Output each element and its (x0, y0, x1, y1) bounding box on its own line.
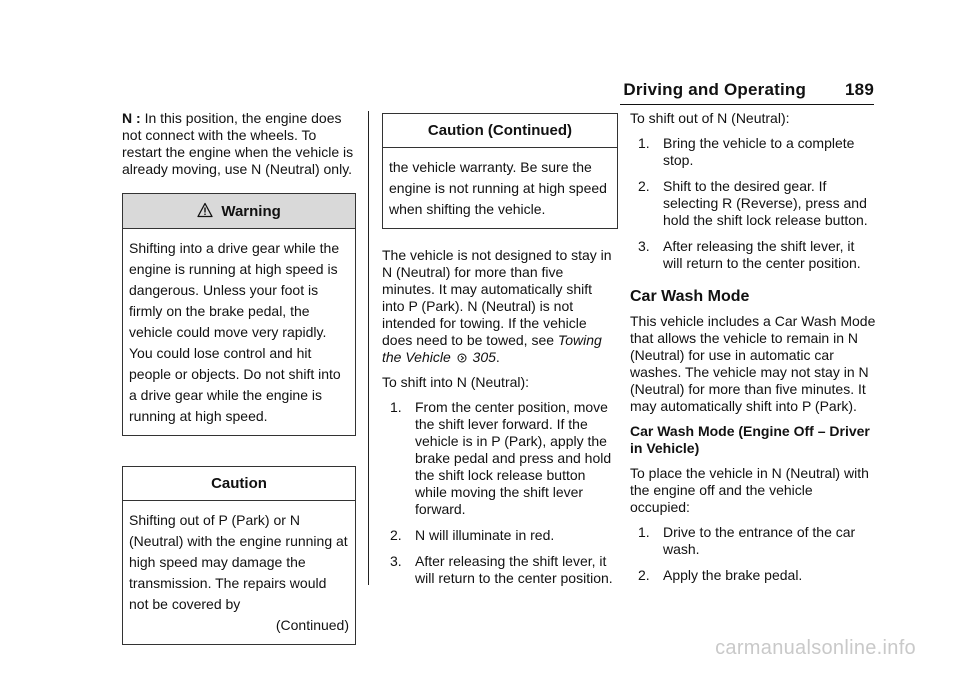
caution-box (122, 466, 356, 645)
step-text: Bring the vehicle to a complete stop. (663, 135, 855, 168)
column-1 (122, 110, 356, 663)
step-text: From the center position, move the shift lever forward. If the vehicle is in P (Park), apply the brake pedal and press and hold the shift lock release button while moving the shift lever forward. (415, 399, 612, 517)
step-number: 1. (638, 524, 650, 540)
column-2 (382, 110, 618, 596)
caution-continued-header: Caution (Continued) (383, 114, 617, 148)
step-text: After releasing the shift lever, it will return to the center position. (415, 553, 613, 586)
warning-title: Warning (221, 203, 281, 220)
neutral-label: N : (122, 110, 141, 126)
step-number: 1. (638, 135, 650, 151)
warning-icon (197, 202, 213, 218)
step-number: 1. (390, 399, 402, 415)
list-item (382, 399, 618, 518)
warning-body: Shifting into a drive gear while the engine is running at high speed is dangerous. Unless your foot is firmly on the brake pedal, the vehicle could move very rapidly. You could lose control and hit people or objects. Do not shift into a drive gear while the engine is running at high speed. (129, 240, 341, 424)
list-item (630, 135, 876, 169)
towing-paragraph (382, 247, 618, 366)
list-item (630, 524, 876, 558)
step-text: Shift to the desired gear. If selecting R (Reverse), press and hold the shift lock release button. (663, 178, 868, 228)
caution-continued-body: the vehicle warranty. Be sure the engine is not running at high speed when shifting the vehicle. (389, 159, 607, 217)
towing-link[interactable]: Towing the Vehicle (382, 332, 602, 365)
page-reference-icon (457, 353, 467, 363)
list-item (630, 567, 876, 584)
section-title: Driving and Operating (623, 80, 807, 99)
list-item (630, 238, 876, 272)
header-rule (620, 104, 874, 105)
step-text: Apply the brake pedal. (663, 567, 803, 583)
engine-off-heading: Car Wash Mode (Engine Off – Driver in Vehicle) (630, 423, 870, 456)
neutral-paragraph (122, 110, 356, 178)
step-text: Drive to the entrance of the car wash. (663, 524, 856, 557)
warning-box (122, 193, 356, 436)
car-wash-heading: Car Wash Mode (630, 288, 750, 305)
car-wash-steps (630, 524, 876, 584)
list-item (630, 178, 876, 229)
engine-off-paragraph: To place the vehicle in N (Neutral) with the engine off and the vehicle occupied: (630, 465, 869, 515)
step-number: 3. (638, 238, 650, 254)
list-item (382, 527, 618, 544)
page-header (623, 80, 874, 100)
towing-text: The vehicle is not designed to stay in N (Neutral) for more than five minutes. It may automatically shift into P (Park). N (Neutral) is not intended for towing. If the vehicle does need to be towed, see (382, 247, 612, 348)
caution-body (123, 501, 355, 644)
continued-label: (Continued) (275, 617, 349, 633)
car-wash-paragraph: This vehicle includes a Car Wash Mode that allows the vehicle to remain in N (Neutral) for use in automatic car washes. The vehicle may not stay in N (Neutral) for more than five minutes. It may automatically shift into P (Park). (630, 313, 876, 414)
list-item (382, 553, 618, 587)
caution-continued-box (382, 113, 618, 229)
watermark: carmanualsonline.info (715, 637, 916, 659)
step-text: After releasing the shift lever, it will return to the center position. (663, 238, 861, 271)
step-number: 2. (638, 178, 650, 194)
towing-end: . (495, 349, 500, 365)
shift-out-intro: To shift out of N (Neutral): (630, 110, 790, 126)
column-3 (630, 110, 876, 593)
step-number: 3. (390, 553, 402, 569)
step-number: 2. (390, 527, 402, 543)
warning-header (123, 194, 355, 229)
towing-page[interactable]: 305 (472, 349, 496, 365)
shift-out-steps (630, 135, 876, 272)
step-text: N will illuminate in red. (415, 527, 555, 543)
column-divider (368, 111, 369, 585)
step-number: 2. (638, 567, 650, 583)
caution-text: Shifting out of P (Park) or N (Neutral) with the engine running at high speed may damage the transmission. The repairs would not be covered by (129, 512, 348, 612)
shift-into-intro: To shift into N (Neutral): (382, 374, 530, 390)
neutral-text: In this position, the engine does not connect with the wheels. To restart the engine when the vehicle is already moving, use N (Neutral) only. (122, 110, 354, 177)
page-number: 189 (845, 80, 874, 99)
caution-header: Caution (123, 467, 355, 501)
shift-into-steps (382, 399, 618, 587)
